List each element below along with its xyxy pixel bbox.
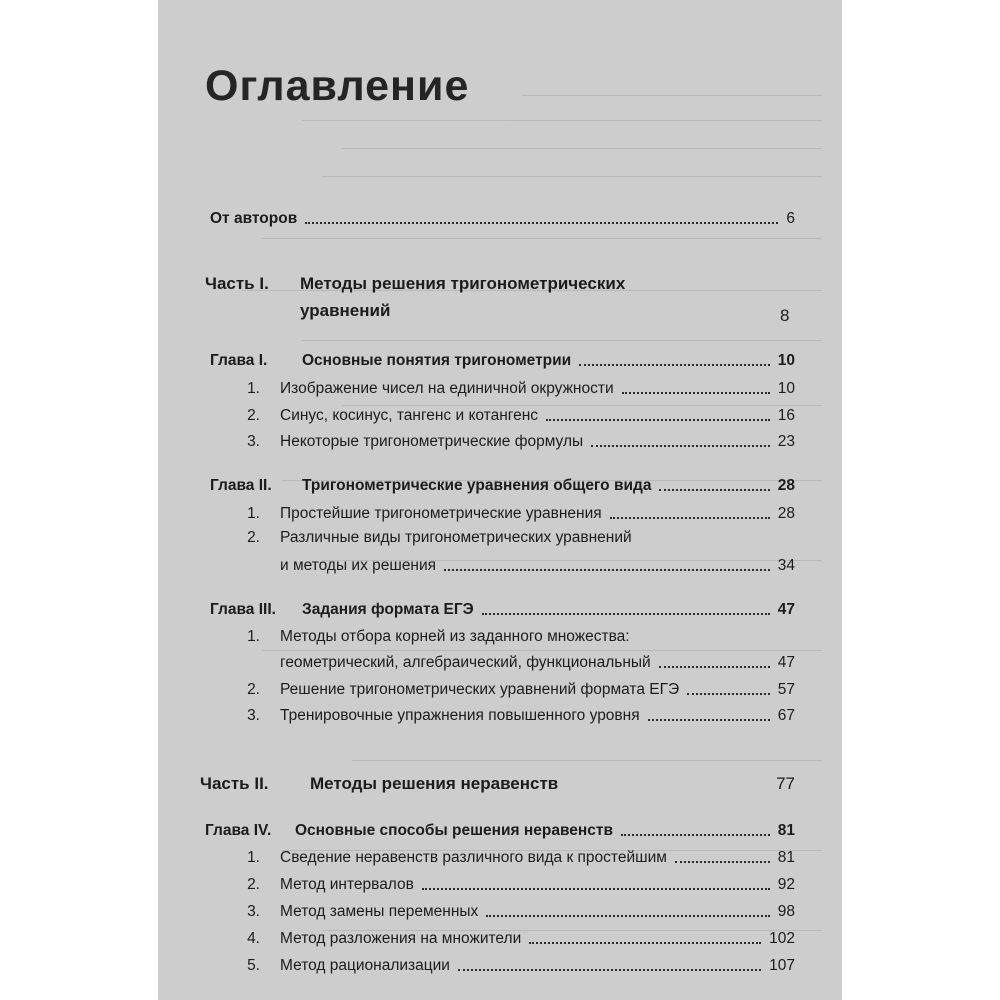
- toc-page-number: 16: [777, 407, 795, 424]
- toc-page-number: 10: [777, 352, 795, 369]
- toc-item-line1[interactable]: [238, 628, 630, 646]
- toc-item[interactable]: [238, 407, 795, 425]
- toc-item-label-cont: и методы их решения: [280, 557, 437, 574]
- leader-dots: [486, 915, 769, 917]
- toc-part-title-cont: уравнений: [300, 301, 391, 320]
- leader-dots: [659, 489, 769, 491]
- toc-item-label: Сведение неравенств различного вида к простейшим: [280, 849, 667, 866]
- toc-chapter-title: Тригонометрические уравнения общего вида: [302, 477, 652, 494]
- leader-dots: [591, 445, 770, 447]
- toc-item[interactable]: [238, 957, 795, 975]
- leader-dots: [482, 613, 770, 615]
- toc-part-prefix: Часть I.: [205, 274, 269, 293]
- toc-part-1-line2: [300, 302, 390, 320]
- toc-page-number: 23: [777, 433, 795, 450]
- toc-item-line1[interactable]: [238, 529, 632, 547]
- leader-dots: [444, 569, 770, 571]
- toc-item[interactable]: [238, 849, 795, 867]
- toc-chapter-title: Задания формата ЕГЭ: [302, 601, 474, 618]
- toc-page-number: 98: [777, 903, 795, 920]
- toc-chapter-2[interactable]: [210, 477, 795, 495]
- toc-chapter-4[interactable]: [205, 822, 795, 840]
- toc-chapter-prefix: Глава II.: [210, 477, 272, 494]
- toc-item-label: Некоторые тригонометрические формулы: [280, 433, 584, 450]
- toc-item-number: 3.: [247, 707, 260, 724]
- toc-part-title: Методы решения тригонометрических: [300, 274, 626, 293]
- toc-item-label: Тренировочные упражнения повышенного уровня: [280, 707, 640, 724]
- toc-item-label: Метод интервалов: [280, 876, 414, 893]
- toc-page-number: 28: [777, 505, 795, 522]
- toc-item-number: 3.: [247, 433, 260, 450]
- toc-item-line2[interactable]: [280, 654, 795, 672]
- toc-item[interactable]: [238, 380, 795, 398]
- leader-dots: [648, 719, 770, 721]
- toc-chapter-prefix: Глава III.: [210, 601, 276, 618]
- toc-item-label: Методы отбора корней из заданного множества:: [280, 628, 630, 645]
- toc-item[interactable]: [238, 876, 795, 894]
- toc-item[interactable]: [238, 903, 795, 921]
- toc-part-prefix: Часть II.: [200, 774, 269, 793]
- toc-item-label: Синус, косинус, тангенс и котангенс: [280, 407, 539, 424]
- table-of-contents: [158, 0, 842, 1000]
- leader-dots: [458, 969, 761, 971]
- toc-item-number: 1.: [247, 505, 260, 522]
- toc-item-number: 4.: [247, 930, 260, 947]
- leader-dots: [529, 942, 761, 944]
- toc-page-number: 81: [777, 822, 795, 839]
- toc-part-1-page: [780, 306, 789, 326]
- toc-item-number: 2.: [247, 529, 260, 546]
- toc-page-number: 57: [777, 681, 795, 698]
- toc-item-label: Простейшие тригонометрические уравнения: [280, 505, 602, 522]
- toc-entry-label: От авторов: [210, 210, 298, 227]
- toc-item-number: 3.: [247, 903, 260, 920]
- toc-page-number: 67: [777, 707, 795, 724]
- toc-entry-from-authors[interactable]: [210, 210, 795, 228]
- leader-dots: [675, 861, 770, 863]
- toc-page-number: 81: [777, 849, 795, 866]
- toc-item-line2[interactable]: [280, 557, 795, 575]
- toc-page-number: 28: [777, 477, 795, 494]
- toc-item[interactable]: [238, 681, 795, 699]
- toc-part-2[interactable]: [200, 774, 795, 794]
- toc-item[interactable]: [238, 505, 795, 523]
- toc-chapter-prefix: Глава I.: [210, 352, 268, 369]
- toc-chapter-prefix: Глава IV.: [205, 822, 272, 839]
- toc-item-number: 1.: [247, 628, 260, 645]
- toc-item-label: Метод рационализации: [280, 957, 450, 974]
- toc-item-number: 1.: [247, 380, 260, 397]
- toc-page-number: 47: [777, 654, 795, 671]
- leader-dots: [610, 517, 770, 519]
- book-page: [158, 0, 842, 1000]
- toc-item[interactable]: [238, 707, 795, 725]
- toc-item-label: Решение тригонометрических уравнений формата ЕГЭ: [280, 681, 680, 698]
- toc-chapter-3[interactable]: [210, 601, 795, 619]
- toc-chapter-title: Основные понятия тригонометрии: [302, 352, 572, 369]
- toc-item[interactable]: [238, 433, 795, 451]
- toc-item-label: Различные виды тригонометрических уравнений: [280, 529, 632, 546]
- leader-dots: [621, 834, 770, 836]
- page-title: Оглавление: [205, 62, 470, 110]
- toc-item-number: 1.: [247, 849, 260, 866]
- toc-page-number: 10: [777, 380, 795, 397]
- leader-dots: [659, 666, 770, 668]
- leader-dots: [579, 364, 770, 366]
- toc-page-number: 8: [780, 306, 790, 325]
- toc-part-1-line1[interactable]: [205, 275, 625, 293]
- toc-item-label-cont: геометрический, алгебраический, функциональный: [280, 654, 651, 671]
- leader-dots: [687, 693, 770, 695]
- toc-item-number: 2.: [247, 407, 260, 424]
- toc-item-number: 5.: [247, 957, 260, 974]
- leader-dots: [622, 392, 770, 394]
- toc-item-number: 2.: [247, 876, 260, 893]
- toc-part-title: Методы решения неравенств: [310, 774, 559, 793]
- leader-dots: [546, 419, 770, 421]
- toc-chapter-1[interactable]: [210, 352, 795, 370]
- leader-dots: [422, 888, 770, 890]
- toc-page-number: 47: [777, 601, 795, 618]
- toc-item-label: Метод замены переменных: [280, 903, 479, 920]
- toc-page-number: 107: [769, 957, 795, 974]
- toc-page-number: 77: [776, 774, 795, 793]
- toc-chapter-title: Основные способы решения неравенств: [295, 822, 613, 839]
- toc-item[interactable]: [238, 930, 795, 948]
- toc-page-number: 92: [777, 876, 795, 893]
- toc-item-label: Изображение чисел на единичной окружности: [280, 380, 614, 397]
- leader-dots: [305, 222, 778, 224]
- toc-item-number: 2.: [247, 681, 260, 698]
- toc-item-label: Метод разложения на множители: [280, 930, 522, 947]
- toc-page-number: 34: [777, 557, 795, 574]
- toc-page-number: 6: [786, 210, 795, 227]
- toc-page-number: 102: [769, 930, 795, 947]
